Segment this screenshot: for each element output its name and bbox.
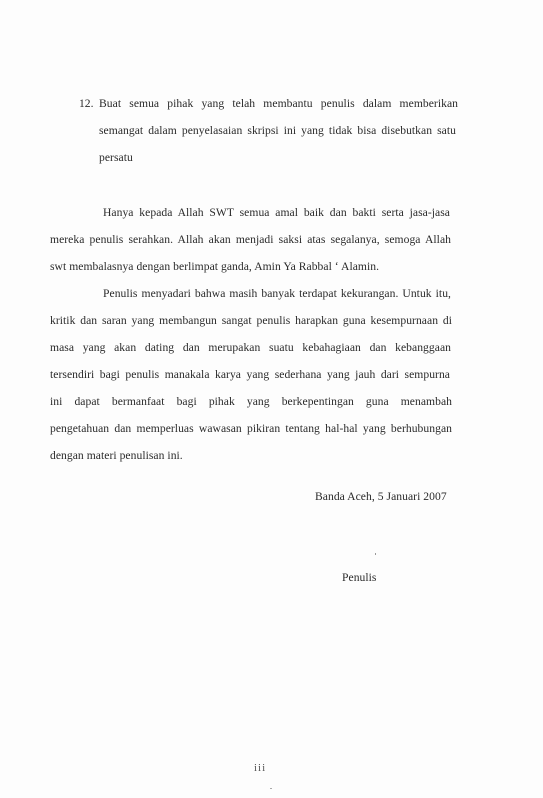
paragraph-line: dengan materi penulisan ini. <box>50 449 183 462</box>
paragraph-line: mereka penulis serahkan. Allah akan menjadi saksi atas segalanya, semoga Allah <box>50 233 451 246</box>
paragraph-line: Hanya kepada Allah SWT semua amal baik dan bakti serta jasa-jasa <box>103 206 450 219</box>
paragraph-line: ini dapat bermanfaat bagi pihak yang berkepentingan guna menambah <box>50 395 452 408</box>
list-item-line: persatu <box>99 151 133 164</box>
list-item-number: 12. <box>79 97 94 110</box>
paragraph-line: masa yang akan dating dan merupakan suatu kebahagiaan dan kebanggaan <box>50 341 451 354</box>
scan-speck <box>375 553 376 555</box>
paragraph-line: kritik dan saran yang membangun sangat penulis harapkan guna kesempurnaan di <box>50 314 452 327</box>
list-item-line: Buat semua pihak yang telah membantu penulis dalam memberikan <box>99 97 458 110</box>
paragraph-line: tersendiri bagi penulis manakala karya yang sederhana yang jauh dari sempurna <box>50 368 450 381</box>
paragraph-line: swt membalasnya dengan berlimpat ganda, Amin Ya Rabbal ‘ Alamin. <box>50 260 380 273</box>
paragraph-line: Penulis menyadari bahwa masih banyak terdapat kekurangan. Untuk itu, <box>103 287 451 300</box>
signatory: Penulis <box>342 571 377 584</box>
scan-speck <box>270 788 272 789</box>
list-item-line: semangat dalam penyelasaian skripsi ini yang tidak bisa disebutkan satu <box>99 124 456 137</box>
place-date: Banda Aceh, 5 Januari 2007 <box>315 490 447 503</box>
page-number: iii <box>254 762 267 774</box>
paragraph-line: pengetahuan dan memperluas wawasan pikiran tentang hal-hal yang berhubungan <box>50 422 452 435</box>
